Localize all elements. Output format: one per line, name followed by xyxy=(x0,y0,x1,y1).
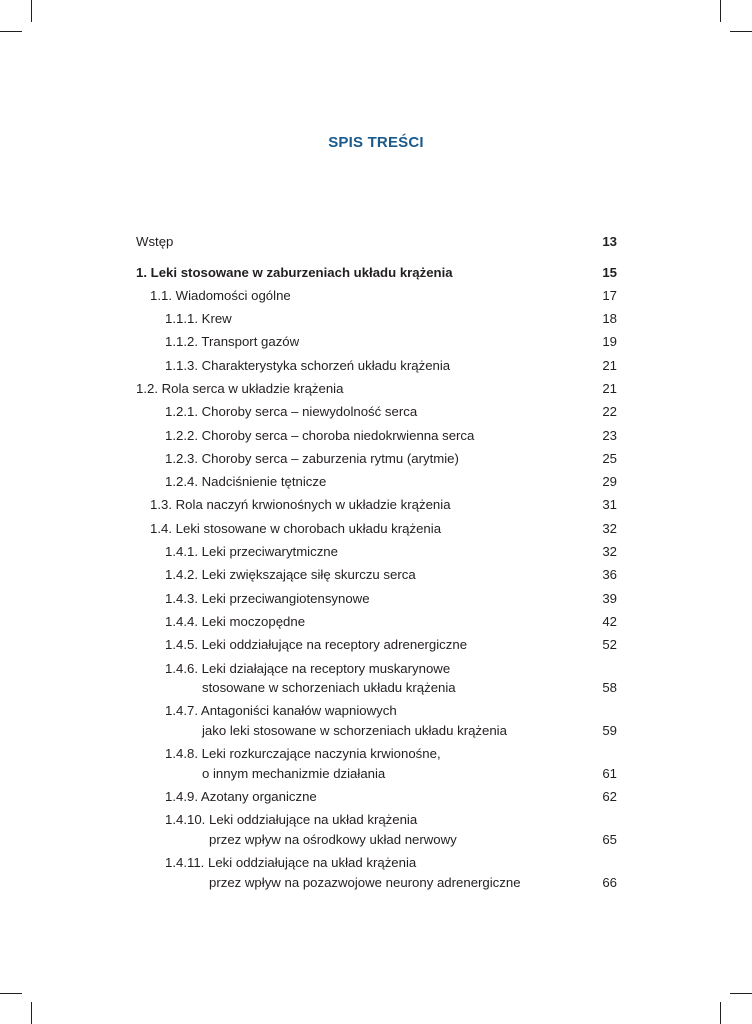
toc-entry-1-4-2[interactable] xyxy=(136,565,617,585)
toc-entry-page: 59 xyxy=(602,722,617,738)
toc-entry-label: 1.4. Leki stosowane w chorobach układu krążenia xyxy=(150,520,442,536)
toc-entry-page: 15 xyxy=(602,264,617,280)
toc-entry-page: 13 xyxy=(602,234,617,249)
toc-entry-label: 1.2. Rola serca w układzie krążenia xyxy=(136,380,344,396)
toc-entry-label: 1.4.6. Leki działające na receptory muskarynowe xyxy=(165,660,451,676)
toc-entry-label: 1.2.2. Choroby serca – choroba niedokrwienna serca xyxy=(165,427,475,443)
toc-entry-1-4-9[interactable] xyxy=(136,787,617,807)
toc-entry-1-1-3[interactable] xyxy=(136,356,617,376)
toc-entry-1-1-2[interactable] xyxy=(136,332,617,352)
toc-entry-page: 61 xyxy=(602,765,617,781)
toc-entry-1-4-6[interactable] xyxy=(136,659,617,698)
toc-entry-page: 21 xyxy=(602,357,617,373)
toc-entry-page: 32 xyxy=(602,520,617,536)
toc-entry-page: 39 xyxy=(602,590,617,606)
toc-entry-page: 23 xyxy=(602,427,617,443)
toc-entry-page: 19 xyxy=(602,334,617,350)
toc-entry-label: 1.1. Wiadomości ogólne xyxy=(150,287,291,303)
toc-entry-label-continued: przez wpływ na pozazwojowe neurony adrenergiczne xyxy=(209,874,521,890)
toc-entry-page: 42 xyxy=(602,613,617,629)
toc-entry-page: 52 xyxy=(602,637,617,653)
toc-entry-1-1-1[interactable] xyxy=(136,309,617,329)
crop-mark-right-top xyxy=(730,31,752,32)
page-title: SPIS TREŚCI xyxy=(328,134,424,151)
crop-mark-right-bottom xyxy=(730,993,752,994)
crop-mark-top-left xyxy=(31,0,32,22)
toc-entry-label: 1.4.8. Leki rozkurczające naczynia krwionośne, xyxy=(165,746,441,762)
toc-entry-label: 1.1.2. Transport gazów xyxy=(165,334,300,350)
toc-entry-label: 1.4.1. Leki przeciwarytmiczne xyxy=(165,544,338,560)
toc-entry-1-4-1[interactable] xyxy=(136,542,617,562)
toc-entry-label-continued: przez wpływ na ośrodkowy układ nerwowy xyxy=(209,831,457,847)
toc-entry-1-4-8[interactable] xyxy=(136,744,617,783)
toc-entry-label-continued: o innym mechanizmie działania xyxy=(202,765,386,781)
toc-entry-page: 18 xyxy=(602,311,617,327)
table-of-contents xyxy=(136,232,617,896)
toc-entry-page: 65 xyxy=(602,831,617,847)
toc-entry-page: 31 xyxy=(602,497,617,513)
toc-entry-label: 1.1.1. Krew xyxy=(165,311,232,327)
toc-entry-label: 1. Leki stosowane w zaburzeniach układu krążenia xyxy=(136,264,453,280)
toc-entry-label-continued: stosowane w schorzeniach układu krążenia xyxy=(202,680,456,696)
toc-entry-1-2-3[interactable] xyxy=(136,449,617,469)
toc-entry-page: 62 xyxy=(602,788,617,804)
toc-entry-intro[interactable] xyxy=(136,232,617,252)
toc-entry-1-4[interactable] xyxy=(136,519,617,539)
toc-entry-page: 25 xyxy=(602,450,617,466)
toc-entry-label-continued: jako leki stosowane w schorzeniach układu krążenia xyxy=(202,722,507,738)
toc-entry-page: 66 xyxy=(602,874,617,890)
crop-mark-left-bottom xyxy=(0,993,22,994)
toc-entry-label: 1.4.5. Leki oddziałujące na receptory adrenergiczne xyxy=(165,637,468,653)
toc-entry-1-3[interactable] xyxy=(136,495,617,515)
crop-mark-left-top xyxy=(0,31,22,32)
crop-mark-bottom-left xyxy=(31,1002,32,1024)
toc-entry-label: Wstęp xyxy=(136,234,174,249)
toc-entry-label: 1.3. Rola naczyń krwionośnych w układzie krążenia xyxy=(150,497,451,513)
toc-entry-page: 22 xyxy=(602,404,617,420)
toc-entry-label: 1.4.4. Leki moczopędne xyxy=(165,613,306,629)
toc-entry-label: 1.2.1. Choroby serca – niewydolność serca xyxy=(165,404,418,420)
toc-entry-page: 32 xyxy=(602,544,617,560)
toc-entry-1-2-1[interactable] xyxy=(136,402,617,422)
toc-entry-page: 36 xyxy=(602,567,617,583)
toc-entry-chapter-1[interactable] xyxy=(136,263,617,283)
toc-entry-label: 1.4.11. Leki oddziałujące na układ krążenia xyxy=(165,855,417,871)
toc-entry-label: 1.4.2. Leki zwiększające siłę skurczu serca xyxy=(165,567,416,583)
toc-entry-1-4-5[interactable] xyxy=(136,635,617,655)
toc-entry-1-4-11[interactable] xyxy=(136,853,617,892)
toc-entry-1-4-10[interactable] xyxy=(136,810,617,849)
toc-entry-label: 1.4.9. Azotany organiczne xyxy=(165,788,317,804)
toc-entry-page: 21 xyxy=(602,380,617,396)
crop-mark-top-right xyxy=(720,0,721,22)
toc-entry-page: 17 xyxy=(602,287,617,303)
toc-entry-1-2-2[interactable] xyxy=(136,426,617,446)
toc-entry-page: 58 xyxy=(602,680,617,696)
toc-entry-label: 1.4.3. Leki przeciwangiotensynowe xyxy=(165,590,370,606)
toc-entry-label: 1.4.7. Antagoniści kanałów wapniowych xyxy=(165,703,397,719)
toc-entry-label: 1.2.3. Choroby serca – zaburzenia rytmu (arytmie) xyxy=(165,450,459,466)
toc-entry-label: 1.1.3. Charakterystyka schorzeń układu krążenia xyxy=(165,357,451,373)
toc-entry-1-4-3[interactable] xyxy=(136,589,617,609)
toc-entry-1-4-7[interactable] xyxy=(136,701,617,740)
toc-entry-label: 1.4.10. Leki oddziałujące na układ krążenia xyxy=(165,812,418,828)
toc-entry-1-1[interactable] xyxy=(136,286,617,306)
crop-mark-bottom-right xyxy=(720,1002,721,1024)
toc-entry-1-2[interactable] xyxy=(136,379,617,399)
toc-entry-1-4-4[interactable] xyxy=(136,612,617,632)
toc-entry-label: 1.2.4. Nadciśnienie tętnicze xyxy=(165,474,327,490)
toc-entry-1-2-4[interactable] xyxy=(136,472,617,492)
toc-entry-page: 29 xyxy=(602,474,617,490)
